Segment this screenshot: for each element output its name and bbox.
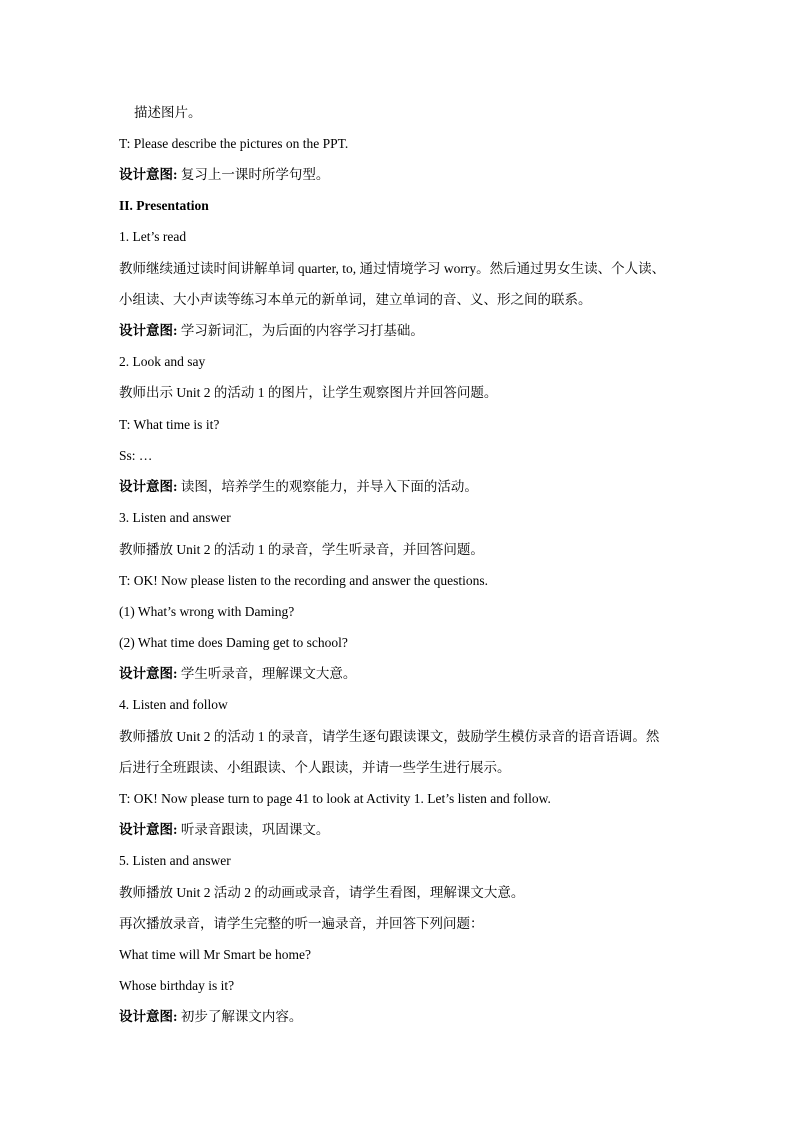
step-body: 再次播放录音，请学生完整的听一遍录音，并回答下列问题： xyxy=(119,916,484,931)
step-title: 2. Look and say xyxy=(119,354,206,369)
design-note-text: 学习新词汇，为后面的内容学习打基础。 xyxy=(177,323,424,338)
question-item: (1) What’s wrong with Daming? xyxy=(119,604,295,619)
step-title: 1. Let’s read xyxy=(119,229,187,244)
step-body: 教师出示 Unit 2 的活动 1 的图片，让学生观察图片并回答问题。 xyxy=(119,385,498,400)
dialogue-line: Ss: … xyxy=(119,448,153,463)
design-note-text: 听录音跟读，巩固课文。 xyxy=(177,822,330,837)
intro-prompt: T: Please describe the pictures on the PPT. xyxy=(119,136,349,151)
design-note xyxy=(119,321,689,341)
question-line: Whose birthday is it? xyxy=(119,978,235,993)
intro-line: 描述图片。 xyxy=(134,105,202,120)
step-body: 教师播放 Unit 2 活动 2 的动画或录音，请学生看图，理解课文大意。 xyxy=(119,885,525,900)
design-note xyxy=(119,820,689,840)
step-body: 教师继续通过读时间讲解单词 quarter, to, 通过情境学习 worry。然后通过男女生读、个人读、 xyxy=(119,261,666,276)
step-body: 教师播放 Unit 2 的活动 1 的录音，请学生逐句跟读课文，鼓励学生模仿录音的语音语调。然 xyxy=(119,729,660,744)
question-item: (2) What time does Daming get to school? xyxy=(119,635,348,650)
step-body: 后进行全班跟读、小组跟读、个人跟读，并请一些学生进行展示。 xyxy=(119,760,511,775)
design-note-label: 设计意图: xyxy=(119,1009,178,1024)
design-note xyxy=(119,165,689,185)
section-heading: II. Presentation xyxy=(119,198,209,213)
step-body: 教师播放 Unit 2 的活动 1 的录音，学生听录音，并回答问题。 xyxy=(119,542,484,557)
design-note-text: 初步了解课文内容。 xyxy=(177,1009,303,1024)
step-title: 3. Listen and answer xyxy=(119,510,231,525)
design-note-text: 学生听录音，理解课文大意。 xyxy=(177,666,357,681)
design-note-label: 设计意图: xyxy=(119,822,178,837)
design-note-label: 设计意图: xyxy=(119,167,178,182)
design-note-label: 设计意图: xyxy=(119,666,178,681)
step-body: 小组读、大小声读等练习本单元的新单词，建立单词的音、义、形之间的联系。 xyxy=(119,292,592,307)
design-note xyxy=(119,664,689,684)
dialogue-line: T: What time is it? xyxy=(119,417,220,432)
step-title: 5. Listen and answer xyxy=(119,853,231,868)
design-note xyxy=(119,1007,689,1027)
design-note-text: 读图，培养学生的观察能力，并导入下面的活动。 xyxy=(177,479,478,494)
dialogue-line: T: OK! Now please turn to page 41 to look at Activity 1. Let’s listen and follow. xyxy=(119,791,551,806)
design-note-label: 设计意图: xyxy=(119,479,178,494)
design-note-label: 设计意图: xyxy=(119,323,178,338)
design-note xyxy=(119,477,689,497)
design-note-text: 复习上一课时所学句型。 xyxy=(177,167,330,182)
step-title: 4. Listen and follow xyxy=(119,697,228,712)
dialogue-line: T: OK! Now please listen to the recording and answer the questions. xyxy=(119,573,488,588)
question-line: What time will Mr Smart be home? xyxy=(119,947,311,962)
